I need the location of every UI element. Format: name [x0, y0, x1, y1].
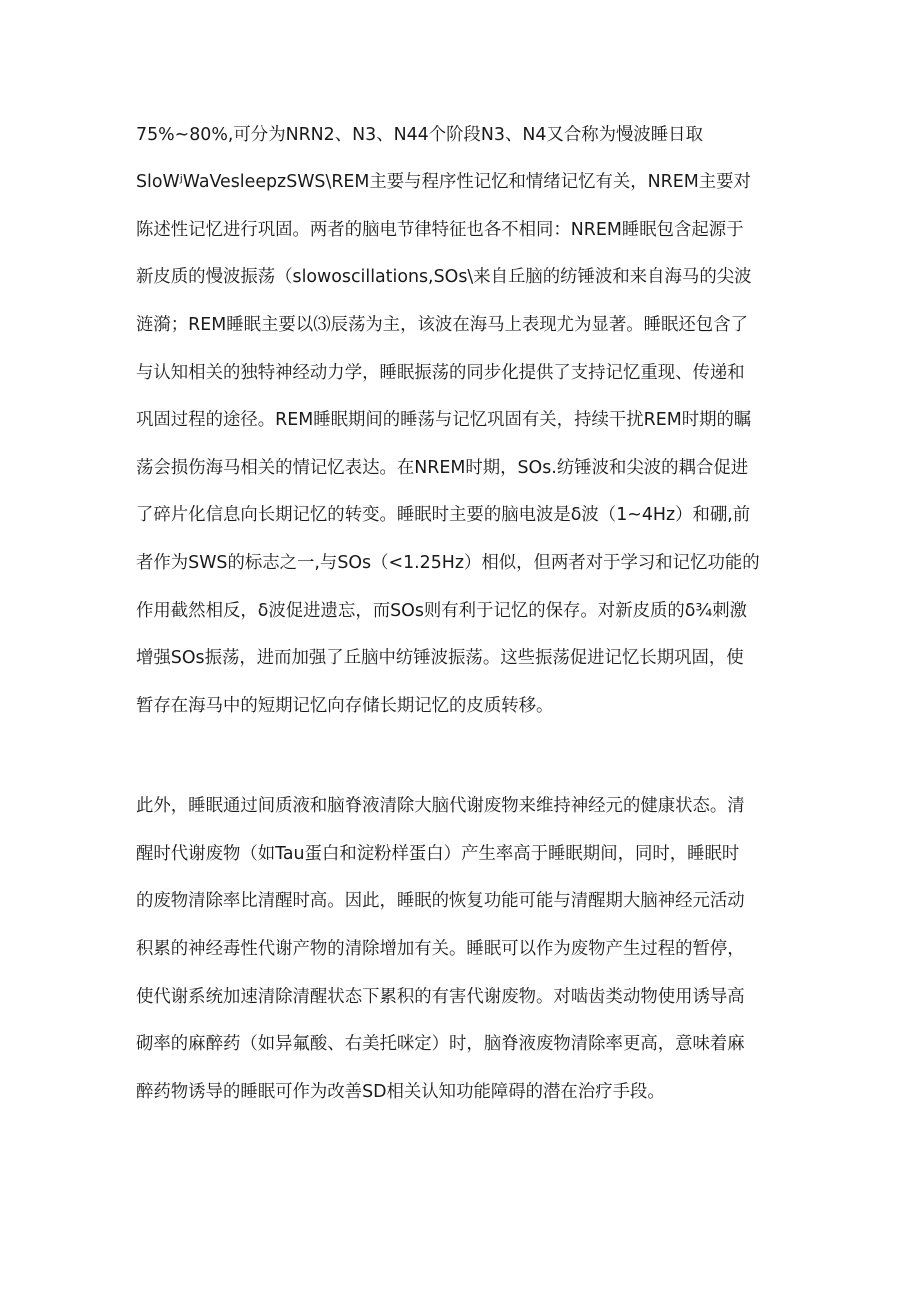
text-line: SloWʲWaVesleepᴢSWS\REM主要与程序性记忆和情绪记忆有关，NREM主要对	[136, 172, 751, 192]
text-line: 作用截然相反，δ波促进遗忘，而SOs则有利于记忆的保存。对新皮质的δ¾刺激	[136, 601, 748, 621]
text-line: 75%~80%,可分为NRN2、N3、N44个阶段N3、N4又合称为慢波睡日取	[136, 125, 703, 145]
text-line: 新皮质的慢波振荡（slowoscillations,SOs\来自丘脑的纺锤波和来自海马的尖波	[136, 267, 752, 287]
text-line: 增强SOs振荡，进而加强了丘脑中纺锤波振荡。这些振荡促进记忆长期巩固，使	[136, 648, 744, 668]
text-line: 醉药物诱导的睡眠可作为改善SD相关认知功能障碍的潜在治疗手段。	[136, 1082, 665, 1102]
text-line: 醒时代谢废物（如Tau蛋白和淀粉样蛋白）产生率高于睡眠期间，同时，睡眠时	[136, 844, 740, 864]
text-line: 荡会损伤海马相关的情记忆表达。在NREM时期，SOs.纺锤波和尖波的耦合促进	[136, 458, 749, 478]
text-line: 此外，睡眠通过间质液和脑脊液清除大脑代谢废物来维持神经元的健康状态。清	[136, 796, 745, 816]
text-line: 巩固过程的途径。REM睡眠期间的睡荡与记忆巩固有关，持续干扰REM时期的瞩	[136, 410, 752, 430]
text-line: 的废物清除率比清醒时高。因此，睡眠的恢复功能可能与清醒期大脑神经元活动	[136, 891, 745, 911]
text-line: 者作为SWS的标志之一,与SOs（<1.25Hz）相似，但两者对于学习和记忆功能的	[136, 553, 760, 573]
text-line: 与认知相关的独特神经动力学，睡眠振荡的同步化提供了支持记忆重现、传递和	[136, 363, 745, 383]
text-line: 砌率的麻醉药（如异氟酸、右美托咪定）时，脑脊液废物清除率更高，意味着麻	[136, 1034, 745, 1054]
text-line: 陈述性记忆进行巩固。两者的脑电节律特征也各不相同：NREM睡眠包含起源于	[136, 220, 744, 240]
text-line: 涟漪；REM睡眠主要以⑶辰荡为主，该波在海马上表现尤为显著。睡眠还包含了	[136, 315, 748, 335]
text-line: 了碎片化信息向长期记忆的转变。睡眠时主要的脑电波是δ波（1~4Hz）和硼,前	[136, 505, 751, 525]
text-line: 使代谢系统加速清除清醒状态下累积的有害代谢废物。对啮齿类动物使用诱导高	[136, 987, 745, 1007]
text-line: 积累的神经毒性代谢产物的清除增加有关。睡眠可以作为废物产生过程的暂停，	[136, 939, 745, 959]
text-line: 暂存在海马中的短期记忆向存储长期记忆的皮质转移。	[136, 696, 554, 716]
